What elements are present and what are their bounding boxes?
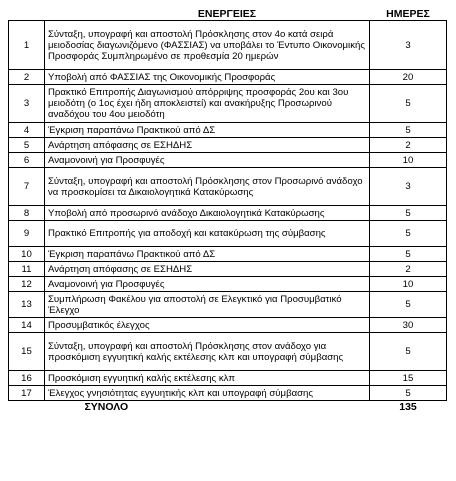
row-days: 15 xyxy=(370,371,447,386)
total-number-cell xyxy=(9,401,45,415)
row-days: 10 xyxy=(370,153,447,168)
row-number: 4 xyxy=(9,123,45,138)
row-days: 5 xyxy=(370,206,447,221)
table-row xyxy=(9,70,447,85)
row-days: 2 xyxy=(370,138,447,153)
row-days: 5 xyxy=(370,85,447,123)
table-row xyxy=(9,318,447,333)
row-days: 5 xyxy=(370,292,447,318)
table-row xyxy=(9,262,447,277)
row-days: 5 xyxy=(370,247,447,262)
row-action: Υποβολή από προσωρινό ανάδοχο Δικαιολογητικά Κατακύρωσης xyxy=(45,206,370,221)
row-number: 15 xyxy=(9,333,45,371)
table-row xyxy=(9,333,447,371)
row-action: Έλεγχος γνησιότητας εγγυητικής κλπ και υπογραφή σύμβασης xyxy=(45,386,370,401)
table-row xyxy=(9,371,447,386)
total-label: ΣΥΝΟΛΟ xyxy=(84,401,129,413)
schedule-table xyxy=(8,6,447,414)
row-number: 12 xyxy=(9,277,45,292)
table-row xyxy=(9,21,447,70)
row-action: Έγκριση παραπάνω Πρακτικού από ΔΣ xyxy=(45,247,370,262)
table-row xyxy=(9,85,447,123)
table-row xyxy=(9,123,447,138)
table-row xyxy=(9,153,447,168)
table-row xyxy=(9,206,447,221)
row-number: 5 xyxy=(9,138,45,153)
row-action: Σύνταξη, υπογραφή και αποστολή Πρόσκλησης στον 4ο κατά σειρά μειοδοσίας διαγωνιζόμενο (ΦΑΣΣΙΑΣ) να υποβάλει το Έντυπο Οικονομικής Προσφοράς Συμπληρωμένο σε προθεσμία 20 ημερών xyxy=(45,21,370,70)
row-number: 10 xyxy=(9,247,45,262)
table-header-row xyxy=(9,6,447,21)
row-action: Σύνταξη, υπογραφή και αποστολή Πρόσκλησης στον Προσωρινό ανάδοχο να προσκομίσει τα Δικαιολογητικά Κατακύρωσης xyxy=(45,168,370,206)
row-days: 2 xyxy=(370,262,447,277)
row-action: Αναμονοινή για Προσφυγές xyxy=(45,277,370,292)
row-number: 9 xyxy=(9,221,45,247)
row-days: 5 xyxy=(370,386,447,401)
header-actions: ΕΝΕΡΓΕΙΕΣ xyxy=(197,8,257,20)
table-row xyxy=(9,277,447,292)
row-days: 3 xyxy=(370,168,447,206)
row-number: 1 xyxy=(9,21,45,70)
row-action: Ανάρτηση απόφασης σε ΕΣΗΔΗΣ xyxy=(45,262,370,277)
total-row xyxy=(9,401,447,415)
row-days: 3 xyxy=(370,21,447,70)
row-action: Προσκόμιση εγγυητική καλής εκτέλεσης κλπ xyxy=(45,371,370,386)
table-row xyxy=(9,386,447,401)
row-days: 20 xyxy=(370,70,447,85)
row-number: 8 xyxy=(9,206,45,221)
row-days: 10 xyxy=(370,277,447,292)
row-action: Πρακτικό Επιτροπής Διαγωνισμού απόρριψης προσφοράς 2ου και 3ου μειοδότη (ο 1ος έχει ήδη αποκλειστεί) και ανακήρυξης Προσωρινού αναδόχου του 4ου μειοδότη xyxy=(45,85,370,123)
row-number: 14 xyxy=(9,318,45,333)
row-number: 13 xyxy=(9,292,45,318)
header-number-cell xyxy=(9,6,45,21)
row-action: Σύνταξη, υπογραφή και αποστολή Πρόσκλησης στον ανάδοχο για προσκόμιση εγγυητική καλής εκτέλεσης κλπ και υπογραφή σύμβασης xyxy=(45,333,370,371)
table-row xyxy=(9,168,447,206)
row-action: Προσυμβατικός έλεγχος xyxy=(45,318,370,333)
row-number: 6 xyxy=(9,153,45,168)
row-action: Έγκριση παραπάνω Πρακτικού από ΔΣ xyxy=(45,123,370,138)
row-number: 3 xyxy=(9,85,45,123)
table-row xyxy=(9,221,447,247)
row-days: 5 xyxy=(370,333,447,371)
row-action: Πρακτικό Επιτροπής για αποδοχή και κατακύρωση της σύμβασης xyxy=(45,221,370,247)
row-days: 30 xyxy=(370,318,447,333)
row-days: 5 xyxy=(370,123,447,138)
row-number: 17 xyxy=(9,386,45,401)
row-number: 7 xyxy=(9,168,45,206)
table-row xyxy=(9,292,447,318)
total-days: 135 xyxy=(399,401,417,413)
header-days: ΗΜΕΡΕΣ xyxy=(386,8,430,20)
table-row xyxy=(9,138,447,153)
row-number: 2 xyxy=(9,70,45,85)
row-number: 16 xyxy=(9,371,45,386)
row-action: Υποβολή από ΦΑΣΣΙΑΣ της Οικονομικής Προσφοράς xyxy=(45,70,370,85)
row-number: 11 xyxy=(9,262,45,277)
row-action: Συμπλήρωση Φακέλου για αποστολή σε Ελεγκτικό για Προσυμβατικό Έλεγχο xyxy=(45,292,370,318)
row-action: Ανάρτηση απόφασης σε ΕΣΗΔΗΣ xyxy=(45,138,370,153)
row-action: Αναμονοινή για Προσφυγές xyxy=(45,153,370,168)
row-days: 5 xyxy=(370,221,447,247)
table-row xyxy=(9,247,447,262)
